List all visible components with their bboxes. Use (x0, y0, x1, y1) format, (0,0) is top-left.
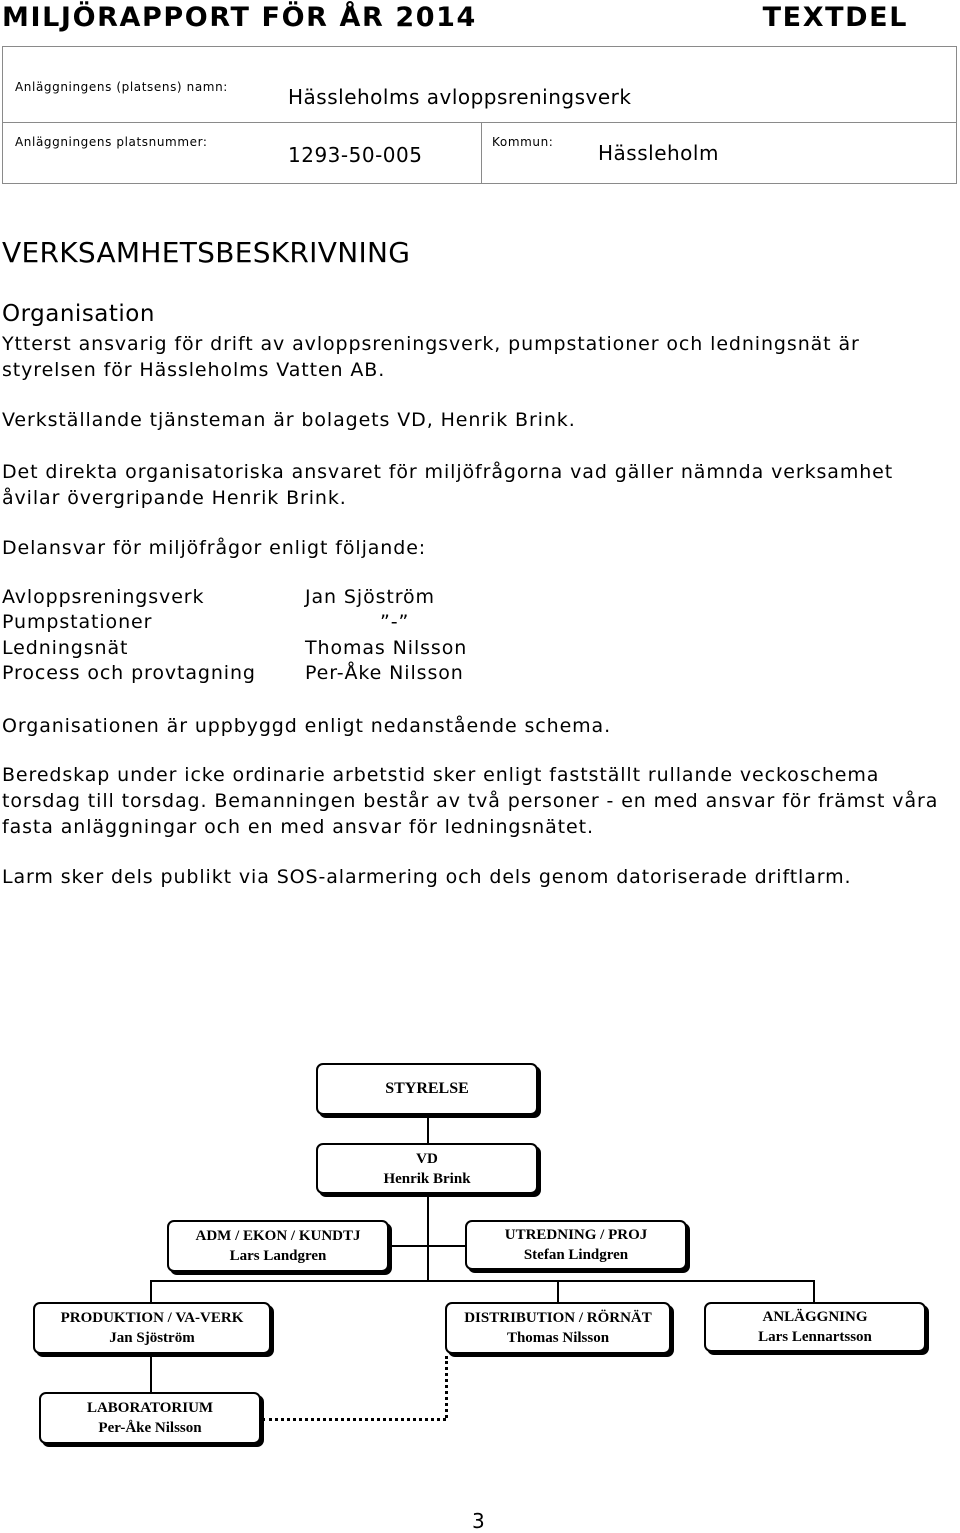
org-title: DISTRIBUTION / RÖRNÄT (464, 1310, 652, 1326)
responsibility-person: ”-” (380, 611, 410, 633)
paragraph-ceo: Verkställande tjänsteman är bolagets VD, Henrik Brink. (2, 409, 576, 431)
org-box-production (33, 1302, 271, 1354)
org-title: PRODUKTION / VA-VERK (60, 1310, 244, 1326)
org-box-laboratory (39, 1392, 261, 1444)
section-title: TEXTDEL (762, 2, 908, 33)
org-person: Per-Åke Nilsson (98, 1420, 202, 1436)
connector-board-ceo (427, 1114, 429, 1144)
facility-name-label: Anläggningens (platsens) namn: (15, 80, 228, 94)
org-box-construction (704, 1302, 926, 1352)
dotted-connector-distribution (445, 1356, 448, 1418)
connector-production-laboratory (150, 1354, 152, 1392)
paragraph-partial-responsibility: Delansvar för miljöfrågor enligt följande: (2, 537, 427, 559)
report-title: MILJÖRAPPORT FÖR ÅR 2014 (2, 2, 477, 33)
org-person: Lars Landgren (229, 1248, 327, 1264)
paragraph-direct-responsibility: Det direkta organisatoriska ansvaret för miljöfrågorna vad gäller nämnda verksamhet åvilar övergripande Henrik Brink. (2, 461, 894, 509)
responsibility-area: Process och provtagning (2, 662, 256, 684)
connector-ceo-trunk (427, 1193, 429, 1281)
org-box-board (316, 1063, 538, 1115)
paragraph-standby: Beredskap under icke ordinarie arbetstid sker enligt fastställt rullande veckoschema torsdag till torsdag. Bemanningen består av två personer - en med ansvar för främst våra fasta anläggningar och en med ansvar för ledningsnätet. (2, 764, 939, 838)
section-heading: VERKSAMHETSBESKRIVNING (2, 236, 411, 269)
facility-name-value: Hässleholms avloppsreningsverk (288, 85, 632, 109)
org-title: ANLÄGGNING (762, 1309, 868, 1325)
org-title: ADM / EKON / KUNDTJ (195, 1228, 361, 1244)
org-person: Jan Sjöström (109, 1330, 195, 1346)
org-box-admin (167, 1220, 389, 1272)
connector-staff-functions (389, 1245, 466, 1247)
sub-heading: Organisation (2, 301, 155, 327)
org-person: Henrik Brink (383, 1170, 471, 1187)
org-person: Lars Lennartsson (758, 1329, 872, 1345)
org-box-distribution (445, 1302, 671, 1354)
org-title: STYRELSE (385, 1080, 469, 1097)
connector-distribution (557, 1280, 559, 1302)
org-box-ceo (316, 1143, 538, 1194)
connector-production (150, 1280, 152, 1302)
responsibility-area: Ledningsnät (2, 637, 129, 659)
facility-info-box (2, 46, 957, 184)
org-title: UTREDNING / PROJ (504, 1227, 648, 1243)
facility-number-value: 1293-50-005 (288, 143, 423, 167)
paragraph-alarm: Larm sker dels publikt via SOS-alarmering och dels genom datoriserade driftlarm. (2, 866, 852, 888)
info-col-divider (481, 122, 482, 183)
responsibility-person: Jan Sjöström (305, 586, 435, 608)
org-box-investigation (465, 1220, 687, 1270)
responsibility-person: Thomas Nilsson (305, 637, 468, 659)
connector-departments-bar (150, 1280, 814, 1282)
page-number: 3 (472, 1509, 485, 1533)
paragraph-responsibility: Ytterst ansvarig för drift av avloppsreningsverk, pumpstationer och ledningsnät är styrelsen för Hässleholms Vatten AB. (2, 333, 860, 381)
org-title: LABORATORIUM (86, 1400, 214, 1416)
municipality-label: Kommun: (492, 135, 554, 149)
paragraph-organisation-schema: Organisationen är uppbyggd enligt nedanstående schema. (2, 715, 612, 737)
org-person: Thomas Nilsson (506, 1330, 610, 1346)
org-person: Stefan Lindgren (523, 1247, 629, 1263)
connector-construction (813, 1280, 815, 1302)
facility-number-label: Anläggningens platsnummer: (15, 135, 208, 149)
responsibility-person: Per-Åke Nilsson (305, 662, 464, 684)
municipality-value: Hässleholm (598, 141, 719, 165)
responsibility-area: Pumpstationer (2, 611, 153, 633)
org-title: VD (416, 1150, 438, 1167)
info-row-divider (3, 122, 956, 123)
responsibility-area: Avloppsreningsverk (2, 586, 205, 608)
dotted-connector-laboratory (262, 1418, 446, 1421)
